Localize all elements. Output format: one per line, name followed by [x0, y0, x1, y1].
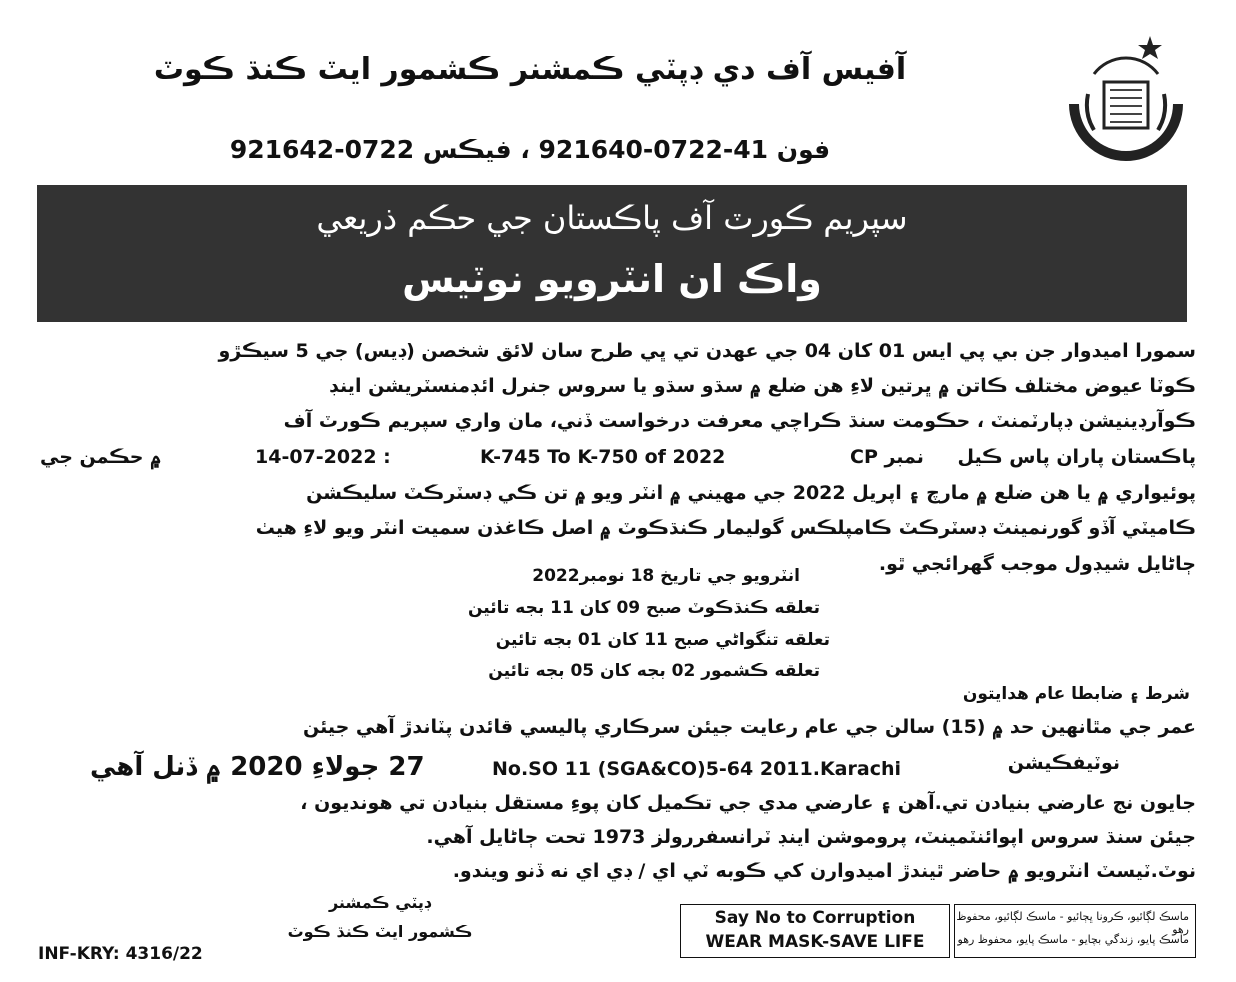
- body-line-6: ڪاميٽي آڏو گورنمينٽ ڊسٽرڪٽ ڪامپلڪس گوليمار ڪنڌڪوٽ ۾ اصل ڪاغذن سميت انٽر ويو لاءِ هيٺ: [255, 517, 1196, 539]
- case-number: K-745 To K-750 of 2022: [480, 446, 726, 468]
- terms-line-4: جيئن سنڌ سروس اپوائنٽمينٽ، پروموشن اينڊ ٽرانسفررولز 1973 تحت ڄاڻايل آهي.: [426, 826, 1196, 848]
- case-line-end: ۾ حڪمن جي: [40, 446, 162, 468]
- banner-supreme-court-line: سپريم ڪورٽ آف پاڪستان جي حڪم ذريعي: [316, 199, 908, 237]
- sindh-government-logo: [1064, 34, 1188, 170]
- body-line-3: ڪوآرڊينيشن ڊپارٽمنٽ ، حڪومت سنڌ ڪراچي معرفت درخواست ڏني، مان واري سپريم ڪورٽ آف: [283, 410, 1196, 432]
- anti-corruption-box: [680, 904, 950, 958]
- banner-walk-in-interview: واڪ ان انٽرويو نوٽيس: [402, 257, 822, 301]
- wear-mask-save-life: WEAR MASK-SAVE LIFE: [705, 932, 925, 952]
- mask-line-1: ماسڪ لڳائيو، ڪرونا ڀڄائيو - ماسڪ لڳائيو، محفوظ رهو: [956, 910, 1189, 936]
- signature-title: ڊپٽي ڪمشنر: [328, 893, 432, 912]
- notification-date: 27 جولاءِ 2020 ۾ ڏنل آهي: [90, 752, 425, 782]
- office-title: آفيس آف دي ڊپٽي ڪمشنر ڪشمور ايٽ ڪنڌ ڪوٽ: [153, 52, 907, 87]
- notification-label: نوٽيفڪيشن: [1007, 752, 1120, 774]
- notice-banner: [37, 185, 1187, 322]
- terms-heading: شرط ۽ ضابطا عام هدايتون: [962, 684, 1190, 704]
- schedule-kandhkot: تعلقه ڪنڌڪوٽ صبح 09 کان 11 بجه تائين: [468, 598, 820, 618]
- schedule-kashmore: تعلقه ڪشمور 02 بجه کان 05 بجه تائين: [488, 661, 820, 681]
- terms-line-3: جايون نج عارضي بنيادن تي.آهن ۽ عارضي مدي جي تڪميل کان پوءِ مستقل بنيادن تي هونديون ،: [300, 792, 1196, 814]
- phone-fax-line: فون 41-0722-921640 ، فيڪس 0722-921642: [229, 135, 831, 164]
- body-line-7: ڄاڻايل شيڊول موجب گهرائجي ٿو.: [878, 553, 1196, 575]
- inf-reference: INF-KRY: 4316/22: [38, 944, 203, 964]
- signature-location: ڪشمور ايٽ ڪنڌ ڪوٽ: [287, 922, 473, 941]
- terms-line-1: عمر جي مٿانهين حد ۾ (15) سالن جي عام رعايت جيئن سرڪاري پاليسي قائدن پٽاندڙ آهي جيئن: [302, 716, 1196, 738]
- notification-number: No.SO 11 (SGA&CO)5-64 2011.Karachi: [492, 758, 901, 780]
- say-no-corruption: Say No to Corruption: [714, 908, 916, 928]
- body-line-2: ڪوٽا عيوض مختلف ڪاتن ۾ ڀرتين لاءِ هن ضلع ۾ سڌو سڌو يا سروس جنرل ائڊمنسٽريشن اينڊ: [329, 375, 1196, 397]
- mask-line-2: ماسڪ پايو، زندگي بچايو - ماسڪ پايو، محفوظ رهو: [957, 933, 1189, 946]
- interview-date: انٽرويو جي تاريخ 18 نومبر2022: [532, 566, 800, 586]
- cp-label: CP نمبر: [850, 446, 924, 468]
- case-date: 14-07-2022 :: [255, 446, 391, 468]
- mask-awareness-box: [954, 904, 1196, 958]
- body-line-1: سمورا اميدوار جن بي پي ايس 01 کان 04 جي عهدن تي ڀي طرح سان لائق شخصن (ڊيس) جي 5 سيڪڙو: [218, 340, 1196, 362]
- schedule-tangwani: تعلقه تنگواڻي صبح 11 کان 01 بجه تائين: [495, 630, 830, 650]
- terms-note: نوٽ.ٽيسٽ انٽرويو ۾ حاضر ٿيندڙ اميدوارن کي ڪوبه ٽي اي / ڊي اي نه ڏنو ويندو.: [452, 860, 1196, 882]
- body-line-5: پوئيواري ۾ يا هن ضلع ۾ مارچ ۽ اپريل 2022 جي مهيني ۾ انٽر ويو ۾ تن ڪي ڊسٽرڪٽ سليڪشن: [306, 482, 1196, 504]
- body-line-4: پاڪستان پاران پاس ڪيل: [957, 446, 1196, 468]
